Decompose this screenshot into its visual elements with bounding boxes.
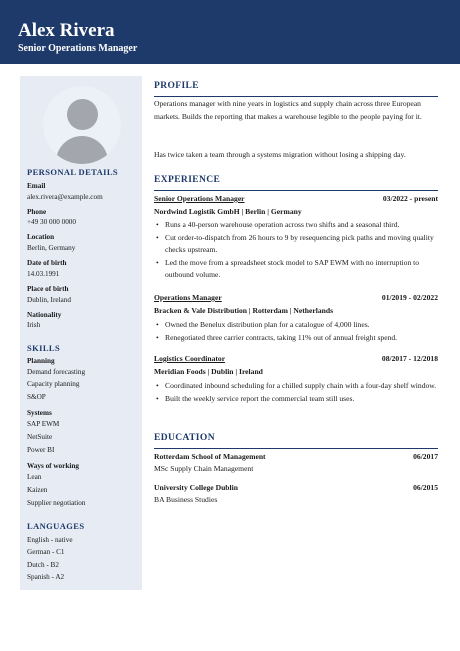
job-dates: 08/2017 - 12/2018 bbox=[381, 354, 438, 363]
skill-item: Lean bbox=[27, 473, 42, 481]
language-item: Dutch - B2 bbox=[27, 561, 59, 569]
language-item: Spanish - A2 bbox=[27, 573, 65, 581]
detail-value-nationality: Irish bbox=[27, 321, 41, 329]
job-bullets bbox=[154, 319, 438, 344]
job-bullets bbox=[154, 380, 438, 405]
profile-paragraph: Has twice taken a team through a systems migration without losing a shipping day. bbox=[154, 150, 406, 159]
education-title: EDUCATION bbox=[154, 434, 438, 449]
skill-group-label: Planning bbox=[27, 357, 55, 365]
detail-label-dob: Date of birth bbox=[27, 259, 67, 267]
skill-item: Demand forecasting bbox=[27, 368, 86, 376]
personal-details-title: PERSONAL DETAILS bbox=[27, 167, 119, 177]
job-dates: 01/2019 - 02/2022 bbox=[381, 293, 438, 302]
detail-value-location: Berlin, Germany bbox=[27, 244, 76, 252]
languages-title: LANGUAGES bbox=[27, 521, 85, 531]
detail-value-email: alex.rivera@example.com bbox=[27, 193, 103, 201]
skill-item: Power BI bbox=[27, 446, 55, 454]
detail-value-dob: 14.03.1991 bbox=[27, 270, 60, 278]
skill-item: NetSuite bbox=[27, 433, 53, 441]
avatar-body bbox=[56, 136, 108, 164]
candidate-name: Alex Rivera bbox=[18, 20, 115, 41]
skill-group-label: Ways of working bbox=[27, 462, 79, 470]
detail-label-phone: Phone bbox=[27, 208, 47, 216]
job-bullet: • Owned the Benelux distribution plan for a catalogue of 4,000 lines. bbox=[154, 319, 438, 332]
job-title: Logistics Coordinator bbox=[154, 354, 226, 363]
job-bullet: • Renegotiated three carrier contracts, taking 11% out of annual freight spend. bbox=[154, 332, 438, 345]
user-silhouette-icon bbox=[43, 86, 121, 164]
detail-value-pob: Dublin, Ireland bbox=[27, 296, 71, 304]
education-school: Rotterdam School of Management bbox=[154, 452, 266, 461]
job-bullet: • Runs a 40-person warehouse operation across two shifts and a seasonal third. bbox=[154, 219, 438, 232]
job-bullet: • Built the weekly service report the commercial team still uses. bbox=[154, 393, 438, 406]
job-company: Nordwind Logistik GmbH | Berlin | Germany bbox=[154, 207, 302, 216]
education-date: 06/2015 bbox=[413, 483, 438, 492]
skill-group-label: Systems bbox=[27, 409, 52, 417]
job-title: Senior Operations Manager bbox=[154, 194, 245, 203]
education-degree: BA Business Studies bbox=[154, 495, 218, 504]
avatar-head bbox=[67, 99, 98, 130]
language-item: English - native bbox=[27, 536, 73, 544]
language-item: German - C1 bbox=[27, 548, 65, 556]
detail-label-nationality: Nationality bbox=[27, 311, 62, 319]
job-dates: 03/2022 - present bbox=[382, 194, 438, 203]
detail-label-pob: Place of birth bbox=[27, 285, 69, 293]
detail-label-location: Location bbox=[27, 233, 55, 241]
profile-paragraph: Operations manager with nine years in logistics and supply chain across three European markets. Builds the reporting that makes a warehouse legible to the people paying for it. bbox=[154, 99, 422, 121]
education-date: 06/2017 bbox=[413, 452, 438, 461]
job-bullet: • Cut order-to-dispatch from 26 hours to 9 by resequencing pick paths and moving quality checks upstream. bbox=[154, 232, 438, 257]
skill-item: SAP EWM bbox=[27, 420, 60, 428]
resume-header bbox=[0, 0, 460, 64]
education-degree: MSc Supply Chain Management bbox=[154, 464, 254, 473]
detail-label-email: Email bbox=[27, 182, 46, 190]
job-title: Operations Manager bbox=[154, 293, 222, 302]
job-company: Meridian Foods | Dublin | Ireland bbox=[154, 367, 263, 376]
sidebar bbox=[20, 76, 142, 590]
skill-item: Supplier negotiation bbox=[27, 499, 86, 507]
job-bullets bbox=[154, 219, 438, 282]
skill-item: Capacity planning bbox=[27, 380, 80, 388]
profile-title: PROFILE bbox=[154, 82, 438, 97]
skills-title: SKILLS bbox=[27, 343, 61, 353]
education-school: University College Dublin bbox=[154, 483, 238, 492]
candidate-role: Senior Operations Manager bbox=[18, 43, 138, 54]
job-company: Bracken & Vale Distribution | Rotterdam | Netherlands bbox=[154, 306, 334, 315]
job-bullet: • Coordinated inbound scheduling for a chilled supply chain with a four-day shelf window. bbox=[154, 380, 438, 393]
skill-item: S&OP bbox=[27, 393, 46, 401]
job-bullet: • Led the move from a spreadsheet stock model to SAP EWM with no interruption to outbound volume. bbox=[154, 257, 438, 282]
skill-item: Kaizen bbox=[27, 486, 48, 494]
experience-title: EXPERIENCE bbox=[154, 176, 438, 191]
detail-value-phone: +49 30 000 0000 bbox=[27, 218, 76, 226]
